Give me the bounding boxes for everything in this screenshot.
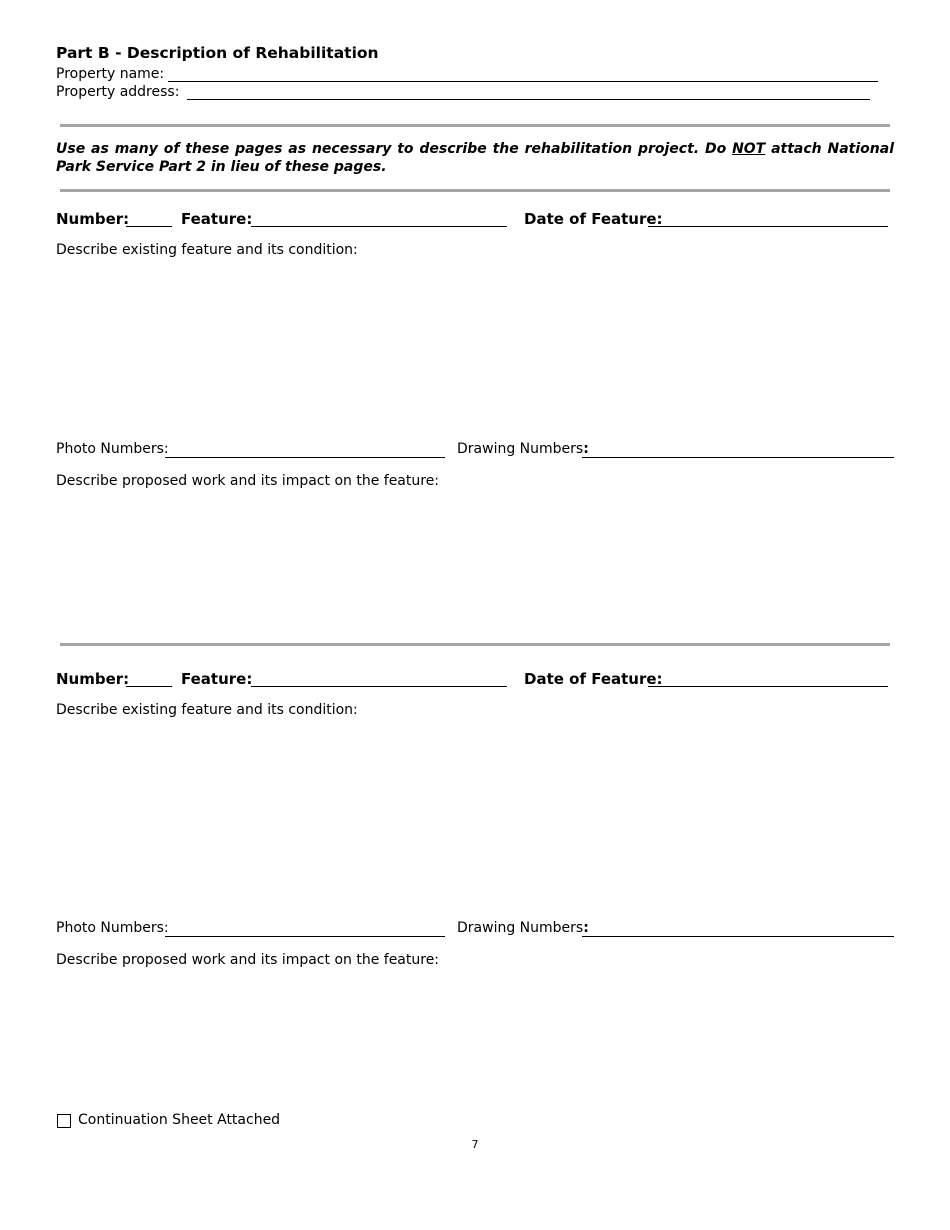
feature-field[interactable] xyxy=(251,686,507,687)
divider xyxy=(60,189,890,192)
feature-header-row xyxy=(56,210,890,230)
photo-drawing-row xyxy=(56,441,896,461)
continuation-checkbox[interactable] xyxy=(57,1114,71,1128)
drawing-numbers-field[interactable] xyxy=(582,457,894,458)
date-of-feature-label: Date of Feature: xyxy=(524,210,663,228)
property-address-label: Property address: xyxy=(56,84,180,100)
page-number: 7 xyxy=(471,1138,479,1151)
instructions-text-1: Use as many of these pages as necessary to describe the rehabilitation project. Do xyxy=(56,141,733,157)
instructions-text-2: attach National Park Service Part 2 in lieu of these pages. xyxy=(56,141,894,175)
existing-feature-label: Describe existing feature and its condition: xyxy=(56,702,358,718)
feature-header-row xyxy=(56,670,890,690)
property-name-field[interactable] xyxy=(168,69,878,82)
property-name-label: Property name: xyxy=(56,66,165,82)
proposed-work-label: Describe proposed work and its impact on the feature: xyxy=(56,473,440,489)
number-label: Number: xyxy=(56,670,130,688)
property-address-field[interactable] xyxy=(187,87,870,100)
proposed-work-label: Describe proposed work and its impact on the feature: xyxy=(56,952,440,968)
instructions xyxy=(56,140,894,176)
property-address-row xyxy=(56,82,870,100)
continuation-label: Continuation Sheet Attached xyxy=(78,1112,281,1128)
photo-numbers-label: Photo Numbers: xyxy=(56,920,169,936)
number-field[interactable] xyxy=(126,226,172,227)
proposed-work-textarea[interactable] xyxy=(56,972,894,1102)
drawing-numbers-field[interactable] xyxy=(582,936,894,937)
date-of-feature-field[interactable] xyxy=(648,686,888,687)
property-name-row xyxy=(56,64,878,82)
photo-numbers-label: Photo Numbers: xyxy=(56,441,169,457)
number-label: Number: xyxy=(56,210,130,228)
drawing-numbers-label: Drawing Numbers: xyxy=(457,441,589,457)
photo-numbers-field[interactable] xyxy=(165,936,445,937)
proposed-work-textarea[interactable] xyxy=(56,493,894,633)
feature-label: Feature: xyxy=(181,210,253,228)
number-field[interactable] xyxy=(126,686,172,687)
feature-label: Feature: xyxy=(181,670,253,688)
photo-drawing-row xyxy=(56,920,896,940)
instructions-emphasis: NOT xyxy=(732,141,766,157)
existing-feature-textarea[interactable] xyxy=(56,262,894,432)
drawing-numbers-label: Drawing Numbers: xyxy=(457,920,589,936)
date-of-feature-field[interactable] xyxy=(648,226,888,227)
divider xyxy=(60,124,890,127)
existing-feature-label: Describe existing feature and its condition: xyxy=(56,242,358,258)
page-title: Part B - Description of Rehabilitation xyxy=(56,44,379,62)
divider xyxy=(60,643,890,646)
photo-numbers-field[interactable] xyxy=(165,457,445,458)
existing-feature-textarea[interactable] xyxy=(56,722,894,912)
date-of-feature-label: Date of Feature: xyxy=(524,670,663,688)
feature-field[interactable] xyxy=(251,226,507,227)
